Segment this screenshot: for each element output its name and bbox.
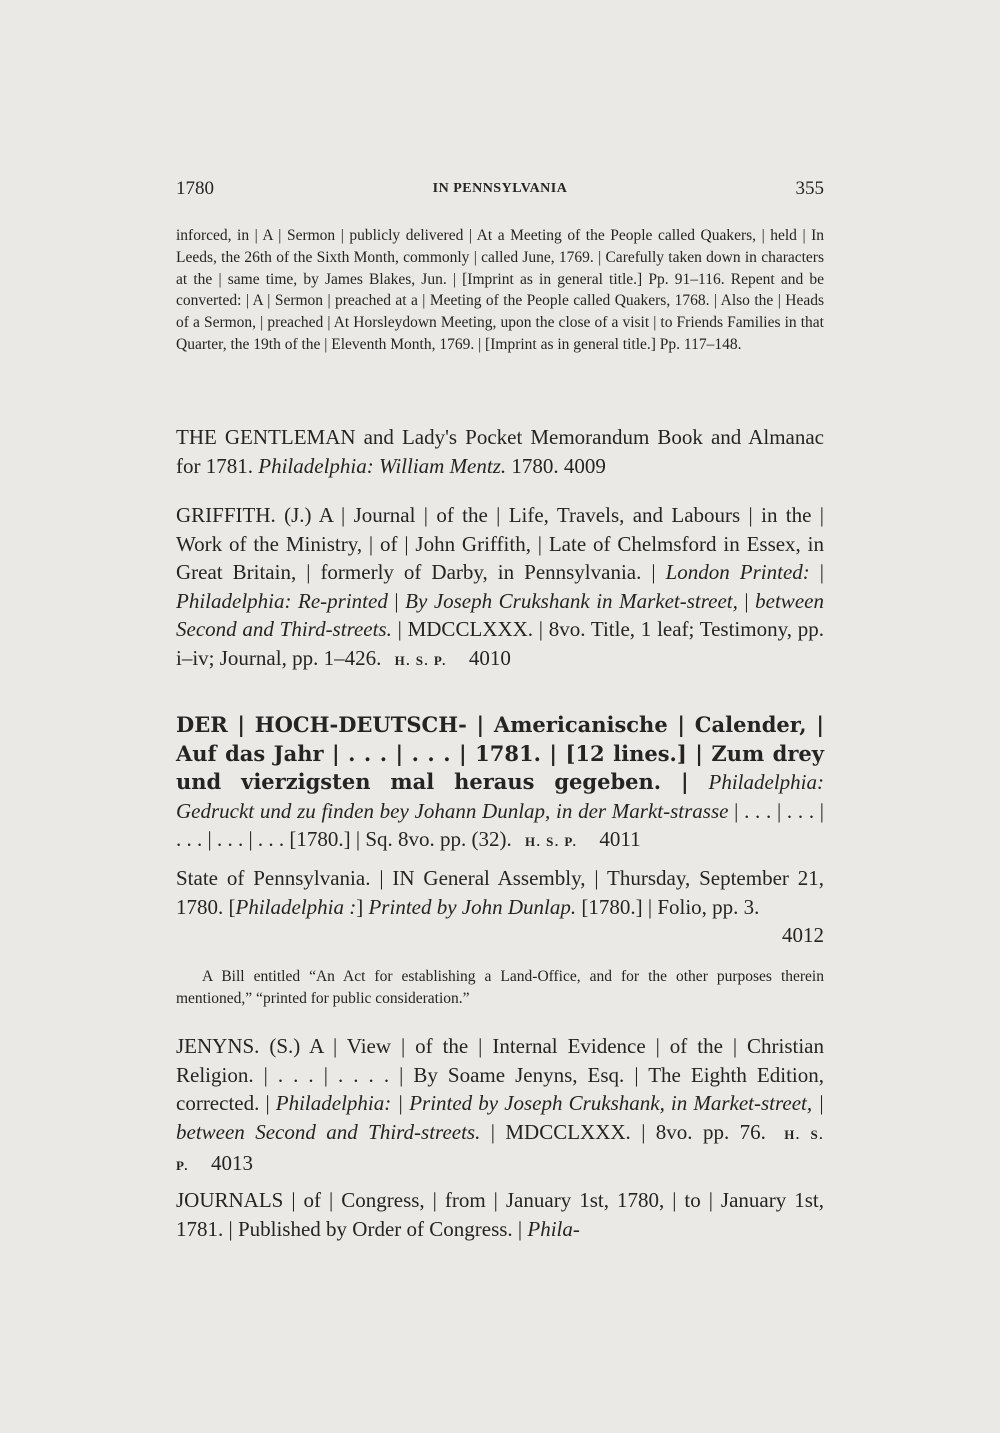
entry-text: State of Pennsylvania. | IN General Assembly, | Thursday, September 21, 1780. [: [176, 866, 824, 919]
entry-4010: [176, 501, 824, 676]
entry-text: | . . . | . . . | . . . | . . . | . . . [1780.] | Sq. 8vo. pp. (32).: [176, 798, 824, 852]
entry-text: |: [387, 588, 406, 613]
entry-imprint: between Second and Third-streets.: [176, 588, 824, 642]
entry-text: |: [809, 560, 824, 585]
entry-number: 4010: [468, 645, 511, 670]
entry-text: 1780.: [506, 453, 559, 478]
entry-number: 4011: [599, 827, 641, 852]
entry-imprint: London Printed:: [665, 560, 810, 585]
running-title: IN PENNSYLVANIA: [432, 181, 568, 196]
entry-imprint: Philadelphia: Gedruckt und zu finden bey Johann Dunlap, in der Markt-strasse: [176, 770, 824, 823]
entry-text: | MDCCLXXX. | 8vo. pp. 76.: [480, 1119, 766, 1144]
entry-text: | MDCCLXXX. | 8vo. Title, 1 leaf; Testimony, pp. i–iv; Journal, pp. 1–426.: [176, 617, 825, 670]
entry-text: JENYNS. (S.) A | View | of the | Internal Evidence | of the | Christian Religion. | . . . | . . . . | By Soame Jenyns, Esq. | The Eighth Edition, corrected. |: [176, 1034, 824, 1116]
entry-journals: [176, 1186, 824, 1243]
entry-4011: [176, 711, 824, 857]
entry-imprint: Philadelphia :: [235, 894, 357, 919]
entry-imprint: By Joseph Crukshank in Market-street,: [405, 588, 738, 613]
entry-imprint: Philadelphia: William Mentz.: [258, 453, 507, 478]
entry-imprint: Philadelphia: Re-printed: [176, 588, 388, 613]
entry-number: 4012: [782, 923, 824, 948]
entry-text: [1780.] | Folio, pp. 3.: [576, 894, 760, 919]
entry-text: JOURNALS | of | Congress, | from | January 1st, 1780, | to | January 1st, 1781. | Published by Order of Congress. |: [176, 1188, 824, 1241]
entry-number: 4013: [211, 1151, 253, 1176]
library-location: H. S. P.: [525, 834, 578, 850]
entry-text: |: [737, 588, 756, 613]
header-year: 1780: [176, 178, 214, 199]
library-location: H. S. P.: [176, 1126, 825, 1174]
continuation-text: inforced, in | A | Sermon | publicly delivered | At a Meeting of the People called Quakers, | held | In Leeds, the 26th of the Sixth Month, commonly | called June, 1769. | Carefully taken down in characters at the | same time, by James Blakes, Jun. | [Imprint as in general title.] Pp. 91–116. Repent and be converted: | A | Sermon | preached at a | Meeting of the People called Quakers, 1768. | Also the | Heads of a Sermon, | preached | At Horsleydown Meeting, upon the close of a visit | to Friends Families in that Quarter, the 19th of the | Eleventh Month, 1769. | [Imprint as in general title.] Pp. 117–148.: [176, 227, 824, 353]
entry-imprint: Phila-: [527, 1216, 580, 1241]
entry-4012: [176, 864, 824, 950]
entry-4013: [176, 1032, 824, 1181]
entry-imprint: Philadelphia: | Printed by Joseph Crukshank, in Market-street, | between Second and Third-streets.: [176, 1091, 824, 1144]
entry-text: ]: [356, 894, 369, 919]
entry-text: GRIFFITH. (J.) A | Journal | of the | Life, Travels, and Labours | in the | Work of the Ministry, | of | John Griffith, | Late of Chelmsford in Essex, in Great Britain, | formerly of Darby, in Pennsylvania. |: [176, 503, 824, 585]
entry-text: THE GENTLEMAN and Lady's Pocket Memorandum Book and Almanac for 1781.: [176, 425, 824, 478]
page-number: 355: [795, 178, 824, 199]
page-header: [176, 178, 824, 202]
library-location: H. S. P.: [394, 652, 447, 668]
entry-title-blackletter: DER | HOCH-DEUTSCH- | Americanische | Calender, | Auf das Jahr | . . . | . . . | 1781. | [12 lines.] | Zum drey und vierzigsten mal heraus gegeben. |: [176, 712, 824, 795]
entry-note: A Bill entitled “An Act for establishing a Land-Office, and for the other purposes therein mentioned,” “printed for public consideration.”: [176, 968, 824, 1007]
entry-number: 4009: [563, 453, 606, 478]
entry-4009: [176, 423, 824, 480]
entry-imprint: Printed by John Dunlap.: [368, 894, 577, 919]
